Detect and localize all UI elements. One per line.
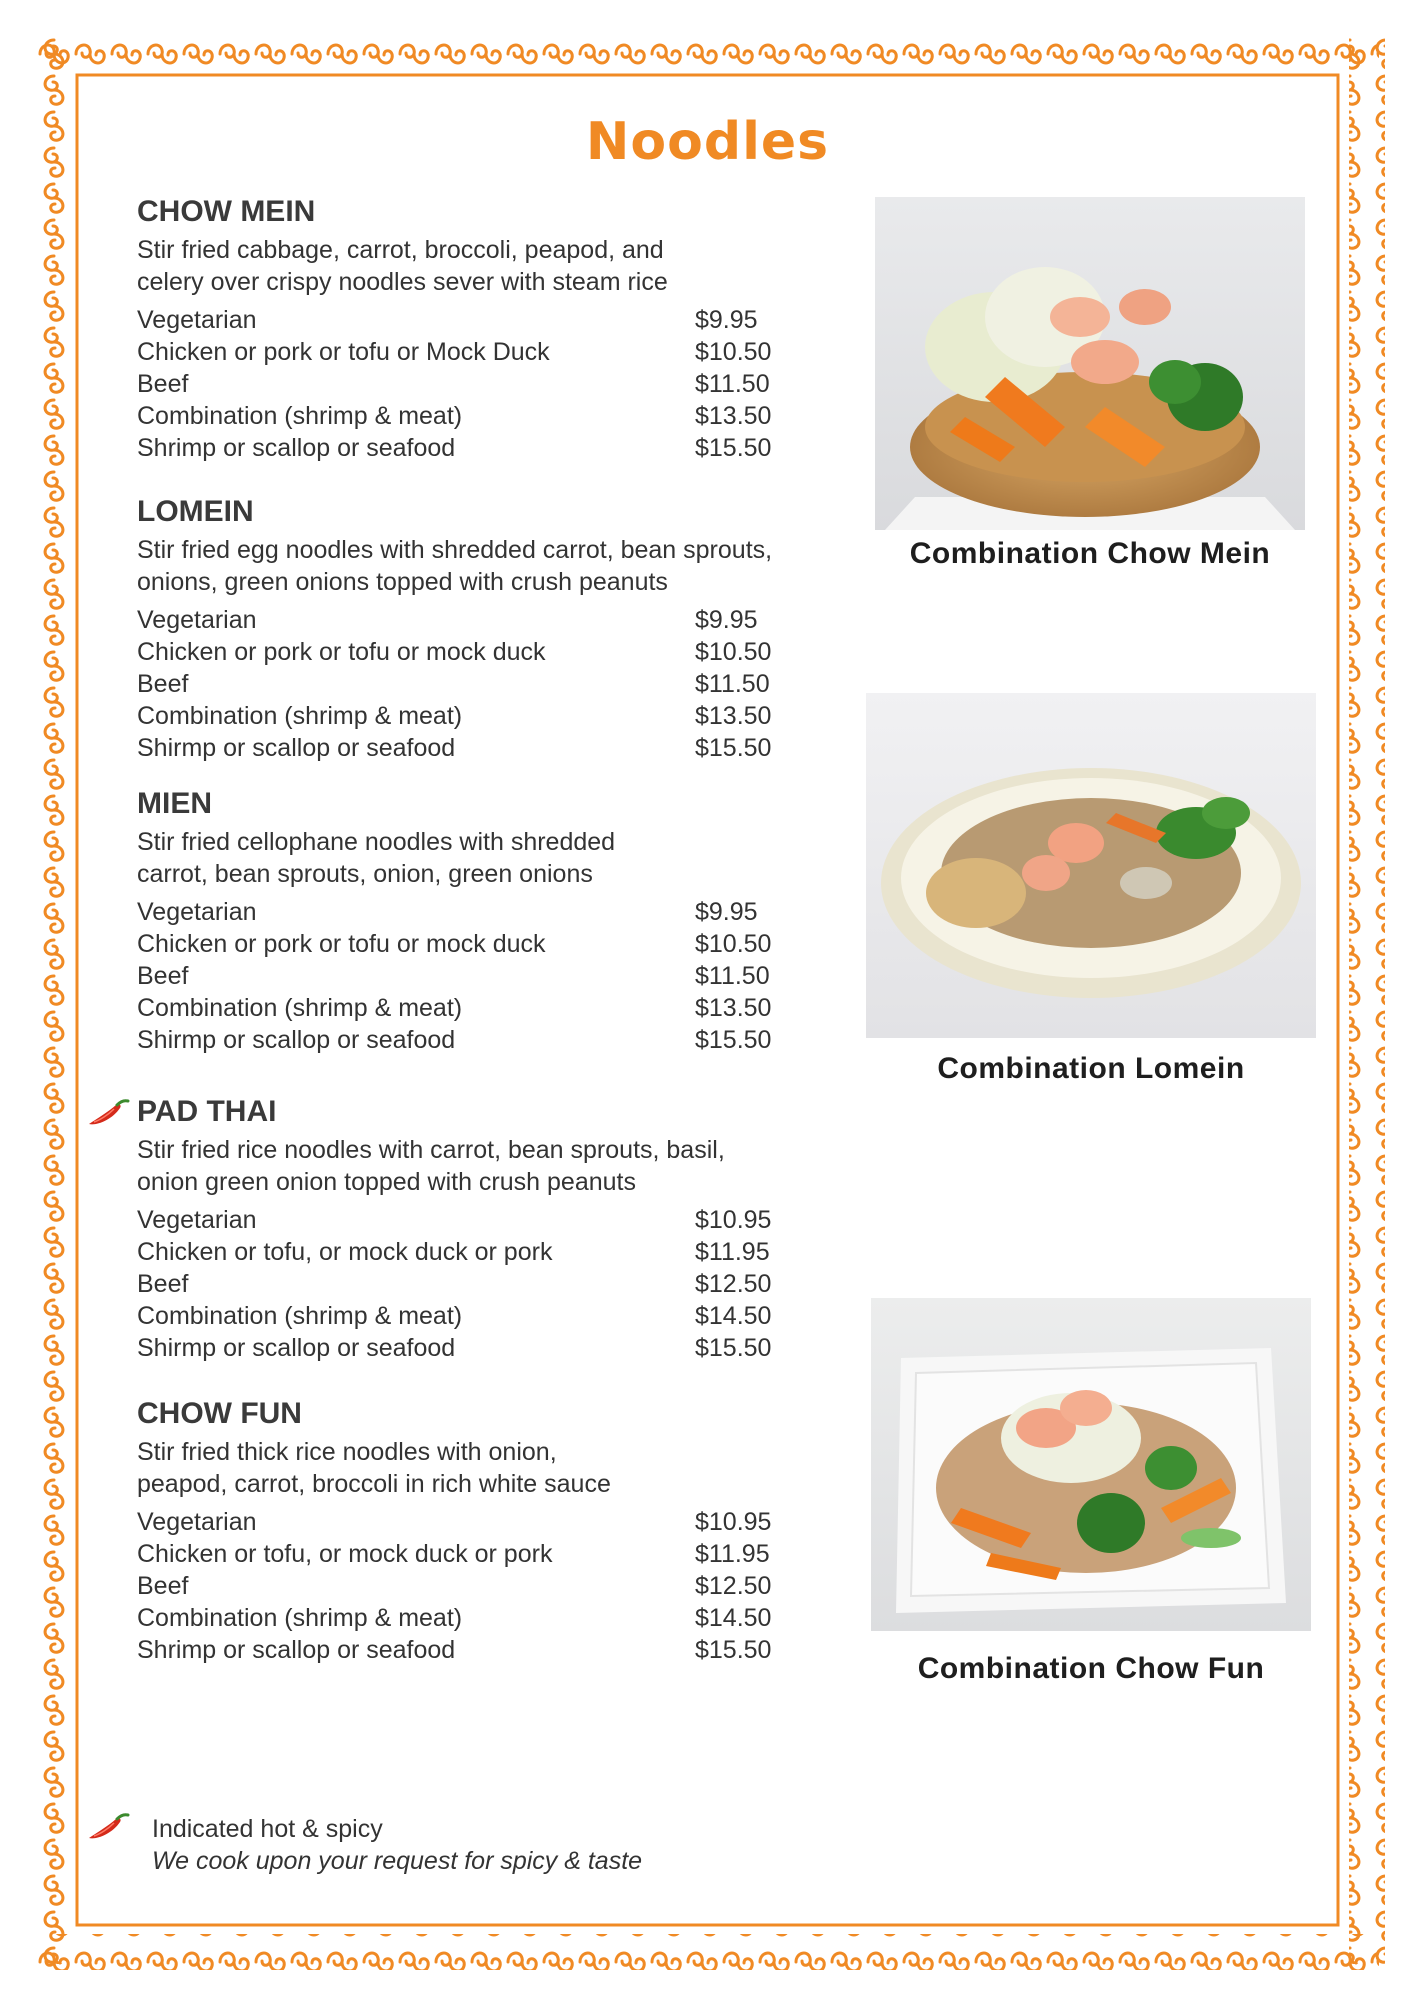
menu-item bbox=[137, 336, 877, 368]
menu-item bbox=[137, 1538, 877, 1570]
item-name: Vegetarian bbox=[137, 1206, 257, 1234]
menu-items bbox=[137, 1506, 877, 1666]
item-name: Chicken or tofu, or mock duck or pork bbox=[137, 1238, 553, 1266]
menu-items bbox=[137, 304, 877, 464]
chow-fun-photo bbox=[871, 1298, 1311, 1631]
item-price: $11.95 bbox=[695, 1540, 770, 1568]
item-name: Vegetarian bbox=[137, 898, 257, 926]
item-name: Shirmp or scallop or seafood bbox=[137, 734, 456, 762]
menu-item bbox=[137, 368, 877, 400]
menu-section-pad-thai bbox=[137, 1094, 877, 1364]
menu-item bbox=[137, 1634, 877, 1666]
item-price: $13.50 bbox=[695, 994, 772, 1022]
menu-item bbox=[137, 1506, 877, 1538]
menu-item bbox=[137, 1204, 877, 1236]
item-name: Chicken or pork or tofu or Mock Duck bbox=[137, 338, 550, 366]
menu-section-mien bbox=[137, 786, 877, 1056]
lomein-photo bbox=[866, 693, 1316, 1038]
menu-item bbox=[137, 1602, 877, 1634]
item-name: Combination (shrimp & meat) bbox=[137, 1604, 463, 1632]
item-name: Beef bbox=[137, 370, 189, 398]
item-price: $11.95 bbox=[695, 1238, 770, 1266]
menu-item bbox=[137, 700, 877, 732]
menu-item bbox=[137, 1300, 877, 1332]
item-name: Beef bbox=[137, 962, 189, 990]
item-name: Chicken or tofu, or mock duck or pork bbox=[137, 1540, 553, 1568]
menu-item bbox=[137, 432, 877, 464]
section-description: Stir fried cabbage, carrot, broccoli, peapod, and celery over crispy noodles sever with steam rice bbox=[137, 236, 668, 296]
item-name: Beef bbox=[137, 1572, 189, 1600]
menu-item bbox=[137, 636, 877, 668]
item-name: Shirmp or scallop or seafood bbox=[137, 1334, 456, 1362]
item-price: $10.50 bbox=[695, 338, 772, 366]
item-price: $12.50 bbox=[695, 1572, 772, 1600]
spicy-request-note: We cook upon your request for spicy & taste bbox=[152, 1847, 643, 1875]
menu-item bbox=[137, 668, 877, 700]
item-name: Combination (shrimp & meat) bbox=[137, 994, 463, 1022]
item-name: Shrimp or scallop or seafood bbox=[137, 434, 456, 462]
item-price: $14.50 bbox=[695, 1302, 772, 1330]
item-name: Chicken or pork or tofu or mock duck bbox=[137, 638, 546, 666]
item-name: Combination (shrimp & meat) bbox=[137, 402, 463, 430]
item-name: Vegetarian bbox=[137, 606, 257, 634]
item-name: Combination (shrimp & meat) bbox=[137, 1302, 463, 1330]
item-price: $10.95 bbox=[695, 1508, 772, 1536]
spicy-legend bbox=[152, 1813, 642, 1877]
section-description: Stir fried thick rice noodles with onion, peapod, carrot, broccoli in rich white sauce bbox=[137, 1438, 611, 1498]
item-name: Shirmp or scallop or seafood bbox=[137, 1026, 456, 1054]
photo-caption: Combination Lomein bbox=[937, 1052, 1245, 1085]
menu-item bbox=[137, 928, 877, 960]
menu-item bbox=[137, 732, 877, 764]
item-name: Beef bbox=[137, 670, 189, 698]
item-price: $9.95 bbox=[695, 606, 758, 634]
item-name: Beef bbox=[137, 1270, 189, 1298]
section-title: PAD THAI bbox=[137, 1095, 277, 1128]
item-price: $15.50 bbox=[695, 734, 772, 762]
photo-caption: Combination Chow Fun bbox=[917, 1652, 1265, 1685]
photo-caption: Combination Chow Mein bbox=[909, 537, 1271, 570]
item-price: $14.50 bbox=[695, 1604, 772, 1632]
menu-item bbox=[137, 992, 877, 1024]
item-price: $15.50 bbox=[695, 1334, 772, 1362]
menu-items bbox=[137, 604, 877, 764]
menu-section-chow-mein bbox=[137, 194, 877, 464]
item-name: Shrimp or scallop or seafood bbox=[137, 1636, 456, 1664]
item-price: $11.50 bbox=[695, 670, 770, 698]
menu-item bbox=[137, 304, 877, 336]
item-price: $11.50 bbox=[695, 962, 770, 990]
menu-item bbox=[137, 1236, 877, 1268]
menu-items bbox=[137, 896, 877, 1056]
page-title: Noodles bbox=[585, 112, 830, 172]
chili-pepper-icon bbox=[86, 1098, 130, 1128]
menu-item bbox=[137, 1024, 877, 1056]
menu-item bbox=[137, 400, 877, 432]
item-price: $10.50 bbox=[695, 638, 772, 666]
item-price: $15.50 bbox=[695, 1636, 772, 1664]
item-price: $13.50 bbox=[695, 402, 772, 430]
section-description: Stir fried egg noodles with shredded carrot, bean sprouts, onions, green onions topped with crush peanuts bbox=[137, 536, 773, 596]
item-price: $12.50 bbox=[695, 1270, 772, 1298]
menu-item bbox=[137, 1570, 877, 1602]
menu-item bbox=[137, 1268, 877, 1300]
menu-section-lomein bbox=[137, 494, 877, 764]
chow-mein-photo bbox=[875, 197, 1305, 530]
item-name: Combination (shrimp & meat) bbox=[137, 702, 463, 730]
item-price: $13.50 bbox=[695, 702, 772, 730]
section-title: MIEN bbox=[137, 787, 212, 820]
section-description: Stir fried cellophane noodles with shredded carrot, bean sprouts, onion, green onions bbox=[137, 828, 616, 888]
section-title: CHOW FUN bbox=[137, 1397, 302, 1430]
item-name: Vegetarian bbox=[137, 306, 257, 334]
item-name: Vegetarian bbox=[137, 1508, 257, 1536]
menu-section-chow-fun bbox=[137, 1396, 877, 1666]
menu-item bbox=[137, 1332, 877, 1364]
item-price: $11.50 bbox=[695, 370, 770, 398]
item-price: $9.95 bbox=[695, 898, 758, 926]
item-price: $15.50 bbox=[695, 1026, 772, 1054]
spicy-note: Indicated hot & spicy bbox=[152, 1815, 383, 1843]
section-description: Stir fried rice noodles with carrot, bean sprouts, basil, onion green onion topped with crush peanuts bbox=[137, 1136, 725, 1196]
menu-item bbox=[137, 896, 877, 928]
item-price: $10.95 bbox=[695, 1206, 772, 1234]
menu-item bbox=[137, 960, 877, 992]
item-name: Chicken or pork or tofu or mock duck bbox=[137, 930, 546, 958]
menu-item bbox=[137, 604, 877, 636]
section-title: CHOW MEIN bbox=[137, 195, 316, 228]
item-price: $9.95 bbox=[695, 306, 758, 334]
menu-items bbox=[137, 1204, 877, 1364]
chili-pepper-icon bbox=[86, 1812, 130, 1842]
section-title: LOMEIN bbox=[137, 495, 254, 528]
item-price: $15.50 bbox=[695, 434, 772, 462]
item-price: $10.50 bbox=[695, 930, 772, 958]
